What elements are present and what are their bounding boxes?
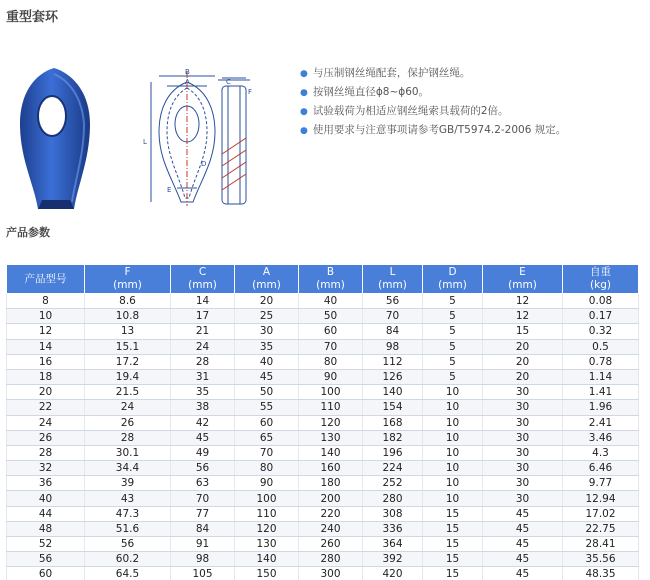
feature-item — [300, 121, 566, 140]
table-cell: 196 — [363, 445, 423, 460]
table-cell: 110 — [235, 506, 299, 521]
table-cell: 10 — [423, 415, 483, 430]
table-cell: 15 — [423, 537, 483, 552]
feature-item — [300, 102, 566, 121]
table-cell: 5 — [423, 354, 483, 369]
header-c — [171, 265, 235, 294]
table-cell: 13 — [85, 324, 171, 339]
header-name: A — [262, 266, 271, 278]
header-name: F — [124, 266, 131, 278]
table-cell: 17.2 — [85, 354, 171, 369]
table-row — [7, 461, 639, 476]
table-row — [7, 309, 639, 324]
table-cell: 40 — [299, 294, 363, 309]
table-cell: 24 — [7, 415, 85, 430]
table-cell: 90 — [235, 476, 299, 491]
header-d — [423, 265, 483, 294]
table-cell: 91 — [171, 537, 235, 552]
table-cell: 26 — [85, 415, 171, 430]
table-cell: 9.77 — [563, 476, 639, 491]
table-cell: 14 — [7, 339, 85, 354]
label-c: C — [226, 78, 231, 86]
feature-text: 使用要求与注意事项请参考GB/T5974.2-2006 规定。 — [312, 124, 567, 136]
table-cell: 300 — [299, 567, 363, 580]
table-cell: 80 — [235, 461, 299, 476]
feature-text: 试验载荷为相适应钢丝绳索具载荷的2倍。 — [312, 105, 509, 117]
table-row — [7, 537, 639, 552]
table-cell: 112 — [363, 354, 423, 369]
header-f — [85, 265, 171, 294]
table-cell: 48.35 — [563, 567, 639, 580]
table-cell: 100 — [299, 385, 363, 400]
table-cell: 168 — [363, 415, 423, 430]
table-cell: 45 — [483, 506, 563, 521]
table-cell: 105 — [171, 567, 235, 580]
header-name: D — [448, 266, 457, 278]
table-cell: 56 — [363, 294, 423, 309]
table-cell: 392 — [363, 552, 423, 567]
table-cell: 22.75 — [563, 521, 639, 536]
table-row — [7, 385, 639, 400]
spec-table — [6, 264, 639, 580]
table-cell: 21.5 — [85, 385, 171, 400]
table-cell: 15 — [423, 506, 483, 521]
table-cell: 30 — [483, 461, 563, 476]
header-name: 自重 — [590, 266, 611, 278]
table-cell: 1.41 — [563, 385, 639, 400]
table-cell: 50 — [299, 309, 363, 324]
table-cell: 220 — [299, 506, 363, 521]
table-cell: 60 — [235, 415, 299, 430]
table-cell: 3.46 — [563, 430, 639, 445]
table-body — [7, 294, 639, 580]
table-cell: 60 — [7, 567, 85, 580]
table-cell: 84 — [363, 324, 423, 339]
table-cell: 30 — [483, 476, 563, 491]
header-b — [299, 265, 363, 294]
table-cell: 21 — [171, 324, 235, 339]
table-row — [7, 521, 639, 536]
table-cell: 39 — [85, 476, 171, 491]
table-cell: 45 — [483, 552, 563, 567]
bullet-icon: ● — [300, 69, 308, 79]
header-weight — [563, 265, 639, 294]
table-cell: 15.1 — [85, 339, 171, 354]
table-cell: 28.41 — [563, 537, 639, 552]
page-title: 重型套环 — [6, 10, 59, 25]
table-cell: 56 — [171, 461, 235, 476]
table-cell: 98 — [171, 552, 235, 567]
table-cell: 1.14 — [563, 369, 639, 384]
table-cell: 45 — [483, 567, 563, 580]
table-cell: 30 — [483, 430, 563, 445]
table-cell: 24 — [171, 339, 235, 354]
table-cell: 120 — [299, 415, 363, 430]
bullet-icon: ● — [300, 107, 308, 117]
table-cell: 52 — [7, 537, 85, 552]
table-cell: 24 — [85, 400, 171, 415]
table-cell: 0.5 — [563, 339, 639, 354]
table-cell: 20 — [483, 354, 563, 369]
table-cell: 36 — [7, 476, 85, 491]
table-cell: 30 — [483, 491, 563, 506]
table-cell: 8.6 — [85, 294, 171, 309]
table-cell: 17.02 — [563, 506, 639, 521]
table-cell: 100 — [235, 491, 299, 506]
table-row — [7, 415, 639, 430]
bullet-icon: ● — [300, 88, 308, 98]
table-cell: 5 — [423, 369, 483, 384]
table-cell: 12 — [7, 324, 85, 339]
table-row — [7, 445, 639, 460]
table-cell: 140 — [299, 445, 363, 460]
table-cell: 364 — [363, 537, 423, 552]
table-cell: 10 — [7, 309, 85, 324]
table-cell: 15 — [423, 567, 483, 580]
table-row — [7, 400, 639, 415]
table-cell: 160 — [299, 461, 363, 476]
table-cell: 30.1 — [85, 445, 171, 460]
table-cell: 40 — [235, 354, 299, 369]
table-cell: 28 — [171, 354, 235, 369]
table-cell: 25 — [235, 309, 299, 324]
header-unit: (mm) — [438, 279, 467, 291]
table-cell: 14 — [171, 294, 235, 309]
table-cell: 84 — [171, 521, 235, 536]
table-cell: 10 — [423, 461, 483, 476]
table-row — [7, 354, 639, 369]
table-row — [7, 294, 639, 309]
table-cell: 10 — [423, 476, 483, 491]
table-cell: 1.96 — [563, 400, 639, 415]
table-cell: 70 — [235, 445, 299, 460]
table-cell: 70 — [299, 339, 363, 354]
table-cell: 5 — [423, 339, 483, 354]
header-unit: (mm) — [252, 279, 281, 291]
table-cell: 31 — [171, 369, 235, 384]
table-cell: 60 — [299, 324, 363, 339]
table-cell: 15 — [423, 521, 483, 536]
table-cell: 110 — [299, 400, 363, 415]
table-cell: 15 — [483, 324, 563, 339]
table-cell: 5 — [423, 324, 483, 339]
table-cell: 252 — [363, 476, 423, 491]
header-name: B — [326, 266, 335, 278]
table-cell: 154 — [363, 400, 423, 415]
table-cell: 20 — [7, 385, 85, 400]
table-row — [7, 491, 639, 506]
table-cell: 10 — [423, 445, 483, 460]
table-cell: 20 — [235, 294, 299, 309]
table-cell: 34.4 — [85, 461, 171, 476]
table-cell: 4.3 — [563, 445, 639, 460]
header-name: C — [198, 266, 207, 278]
table-cell: 22 — [7, 400, 85, 415]
table-cell: 16 — [7, 354, 85, 369]
label-e: E — [167, 186, 172, 194]
table-row — [7, 506, 639, 521]
table-cell: 38 — [171, 400, 235, 415]
table-cell: 45 — [235, 369, 299, 384]
table-cell: 19.4 — [85, 369, 171, 384]
table-cell: 420 — [363, 567, 423, 580]
table-cell: 10 — [423, 400, 483, 415]
table-cell: 0.32 — [563, 324, 639, 339]
table-cell: 182 — [363, 430, 423, 445]
table-cell: 308 — [363, 506, 423, 521]
feature-text: 按钢丝绳直径ϕ8~ϕ60。 — [312, 86, 430, 98]
table-cell: 18 — [7, 369, 85, 384]
table-cell: 42 — [171, 415, 235, 430]
table-cell: 126 — [363, 369, 423, 384]
table-cell: 280 — [299, 552, 363, 567]
table-cell: 35.56 — [563, 552, 639, 567]
header-e — [483, 265, 563, 294]
table-cell: 240 — [299, 521, 363, 536]
table-cell: 28 — [85, 430, 171, 445]
table-cell: 35 — [171, 385, 235, 400]
table-cell: 56 — [7, 552, 85, 567]
table-cell: 12.94 — [563, 491, 639, 506]
header-name: 产品型号 — [24, 272, 67, 285]
table-cell: 80 — [299, 354, 363, 369]
product-photo — [8, 64, 100, 214]
table-cell: 15 — [423, 552, 483, 567]
table-cell: 98 — [363, 339, 423, 354]
table-cell: 47.3 — [85, 506, 171, 521]
header-name: L — [389, 266, 396, 278]
bullet-icon: ● — [300, 126, 308, 136]
table-cell: 140 — [363, 385, 423, 400]
params-heading: 产品参数 — [6, 226, 50, 239]
table-cell: 30 — [483, 445, 563, 460]
feature-item — [300, 64, 566, 83]
table-cell: 17 — [171, 309, 235, 324]
table-cell: 35 — [235, 339, 299, 354]
table-cell: 336 — [363, 521, 423, 536]
header-unit: (mm) — [316, 279, 345, 291]
table-cell: 44 — [7, 506, 85, 521]
table-cell: 50 — [235, 385, 299, 400]
table-row — [7, 567, 639, 580]
table-cell: 30 — [483, 415, 563, 430]
table-cell: 0.78 — [563, 354, 639, 369]
label-l: L — [143, 138, 147, 146]
table-cell: 51.6 — [85, 521, 171, 536]
table-cell: 28 — [7, 445, 85, 460]
table-cell: 10 — [423, 430, 483, 445]
table-cell: 130 — [235, 537, 299, 552]
label-f: F — [248, 88, 253, 96]
table-cell: 140 — [235, 552, 299, 567]
table-cell: 49 — [171, 445, 235, 460]
table-cell: 120 — [235, 521, 299, 536]
table-cell: 12 — [483, 294, 563, 309]
table-cell: 12 — [483, 309, 563, 324]
table-cell: 63 — [171, 476, 235, 491]
table-cell: 43 — [85, 491, 171, 506]
table-cell: 30 — [483, 385, 563, 400]
table-cell: 200 — [299, 491, 363, 506]
table-row — [7, 324, 639, 339]
header-model — [7, 265, 85, 294]
table-cell: 70 — [363, 309, 423, 324]
table-cell: 26 — [7, 430, 85, 445]
table-cell: 64.5 — [85, 567, 171, 580]
table-cell: 10 — [423, 385, 483, 400]
table-cell: 8 — [7, 294, 85, 309]
table-cell: 45 — [483, 521, 563, 536]
table-row — [7, 476, 639, 491]
table-cell: 0.08 — [563, 294, 639, 309]
technical-drawing-side — [208, 74, 260, 214]
header-name: E — [519, 266, 526, 278]
table-cell: 77 — [171, 506, 235, 521]
header-unit: (mm) — [188, 279, 217, 291]
table-cell: 70 — [171, 491, 235, 506]
table-cell: 40 — [7, 491, 85, 506]
table-cell: 224 — [363, 461, 423, 476]
table-cell: 2.41 — [563, 415, 639, 430]
table-cell: 0.17 — [563, 309, 639, 324]
table-cell: 45 — [483, 537, 563, 552]
label-a: A — [185, 78, 190, 86]
table-cell: 260 — [299, 537, 363, 552]
table-cell: 30 — [235, 324, 299, 339]
table-cell: 65 — [235, 430, 299, 445]
table-cell: 10 — [423, 491, 483, 506]
feature-item — [300, 83, 566, 102]
table-cell: 90 — [299, 369, 363, 384]
header-a — [235, 265, 299, 294]
table-cell: 55 — [235, 400, 299, 415]
table-cell: 56 — [85, 537, 171, 552]
table-cell: 45 — [171, 430, 235, 445]
table-row — [7, 339, 639, 354]
table-cell: 32 — [7, 461, 85, 476]
table-header-row — [7, 265, 639, 294]
table-cell: 280 — [363, 491, 423, 506]
table-cell: 48 — [7, 521, 85, 536]
table-cell: 10.8 — [85, 309, 171, 324]
header-l — [363, 265, 423, 294]
feature-text: 与压制钢丝绳配套，保护钢丝绳。 — [312, 67, 471, 79]
table-cell: 5 — [423, 309, 483, 324]
table-cell: 20 — [483, 369, 563, 384]
table-row — [7, 552, 639, 567]
table-cell: 5 — [423, 294, 483, 309]
table-cell: 30 — [483, 400, 563, 415]
table-cell: 150 — [235, 567, 299, 580]
table-cell: 60.2 — [85, 552, 171, 567]
header-unit: (mm) — [113, 279, 142, 291]
header-unit: (kg) — [590, 279, 611, 291]
table-row — [7, 430, 639, 445]
label-b: B — [185, 68, 190, 76]
table-row — [7, 369, 639, 384]
table-cell: 180 — [299, 476, 363, 491]
table-cell: 20 — [483, 339, 563, 354]
table-cell: 130 — [299, 430, 363, 445]
header-unit: (mm) — [378, 279, 407, 291]
label-d: D — [201, 160, 207, 168]
header-unit: (mm) — [508, 279, 537, 291]
table-cell: 6.46 — [563, 461, 639, 476]
feature-list — [300, 64, 566, 140]
